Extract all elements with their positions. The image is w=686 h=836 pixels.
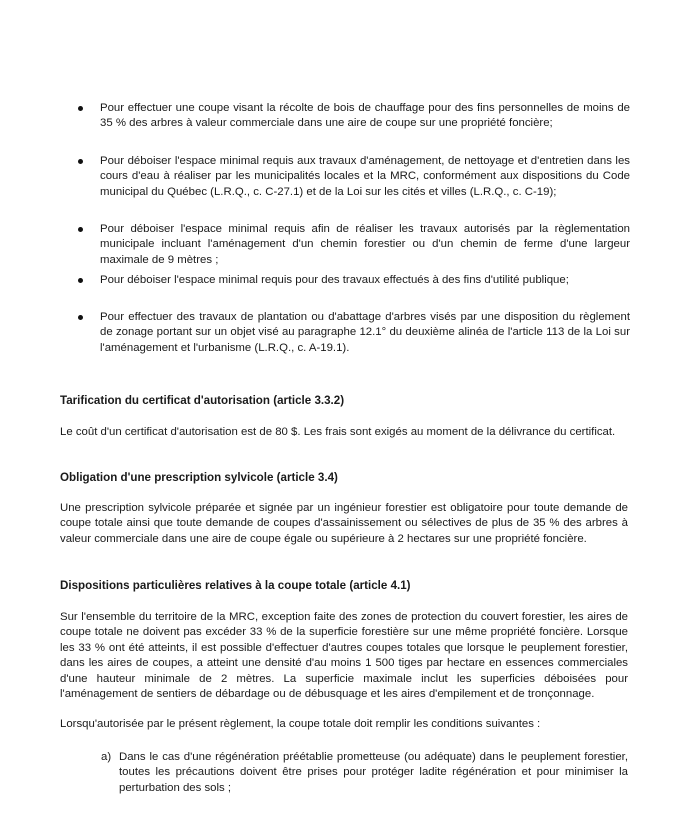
bullet-icon (78, 278, 83, 283)
section-title-text: Obligation d'une prescription sylvicole (60, 471, 274, 484)
list-item-label: a) (101, 751, 112, 763)
section-title-prescription (60, 470, 338, 485)
section-title-ref: (article 3.3.2) (273, 394, 345, 407)
list-item-text: Pour déboiser l'espace minimal requis aux travaux d'aménagement, de nettoyage et d'entretien dans les cours d'eau à réaliser par les municipalités locales et la MRC, conformément aux dispositions du Code municipal du Québec (L.R.Q., c. C-27.1) et de la Loi sur les cités et villes (L.R.Q., c. C-19); (100, 155, 630, 198)
list-item-text: Pour déboiser l'espace minimal requis afin de réaliser les travaux autorisés par la règlementation municipale incluant l'aménagement d'un chemin forestier ou d'un chemin de ferme d'une largeur maximale de 9 mètres ; (100, 223, 630, 266)
list-item-text: Pour effectuer des travaux de plantation ou d'abattage d'arbres visés par une disposition du règlement de zonage portant sur un objet visé au paragraphe 12.1° du deuxième alinéa de l'article 113 de la Loi sur l'aménagement et l'urbanisme (L.R.Q., c. A-19.1). (100, 311, 630, 354)
section-title-tarification (60, 393, 344, 408)
bullet-icon (78, 227, 83, 232)
list-item-text: Pour effectuer une coupe visant la récolte de bois de chauffage pour des fins personnelles de moins de 35 % des arbres à valeur commerciale dans une aire de coupe sur une propriété foncière; (100, 102, 630, 130)
section-title-text: Tarification du certificat d'autorisation (60, 394, 270, 407)
bullet-icon (78, 159, 83, 164)
paragraph-coupe-totale: Sur l'ensemble du territoire de la MRC, exception faite des zones de protection du couvert forestier, les aires de coupe totale ne doivent pas excéder 33 % de la superficie forestière sur une même propriété foncière. Lorsque les 33 % ont été atteints, il est possible d'effectuer d'autres coupes totales que lorsque le peuplement forestier, dans les aires de coupes, a atteint une densité d'au moins 1 500 tiges par hectare en essences commerciales d'une hauteur minimale de 2 mètres. La superficie maximale inclut les superficies déboisées pour l'aménagement de sentiers de débardage ou de débusquage et les aires d'empilement et de tronçonnage. (60, 611, 628, 701)
section-title-text: Dispositions particulières relatives à la coupe totale (60, 579, 347, 592)
section-title-coupe-totale (60, 578, 411, 593)
section-title-ref: (article 4.1) (349, 579, 411, 592)
section-title-ref: (article 3.4) (276, 471, 338, 484)
bullet-icon (78, 106, 83, 111)
paragraph-conditions: Lorsqu'autorisée par le présent règlement, la coupe totale doit remplir les conditions suivantes : (60, 718, 541, 730)
list-item-text: Pour déboiser l'espace minimal requis pour des travaux effectués à des fins d'utilité publique; (100, 274, 569, 286)
paragraph-prescription: Une prescription sylvicole préparée et signée par un ingénieur forestier est obligatoire pour toute demande de coupe totale ainsi que toute demande de coupes d'assainissement ou sélectives de plus de 35 % des arbres à valeur commerciale dans une aire de coupe égale ou supérieure à 2 hectares sur une propriété foncière. (60, 502, 628, 545)
paragraph-tarification: Le coût d'un certificat d'autorisation est de 80 $. Les frais sont exigés au moment de la délivrance du certificat. (60, 426, 616, 438)
list-item-text: Dans le cas d'une régénération préétablie prometteuse (ou adéquate) dans le peuplement forestier, toutes les précautions doivent être prises pour protéger ladite régénération et pour minimiser la perturbation des sols ; (119, 751, 628, 794)
bullet-icon (78, 315, 83, 320)
